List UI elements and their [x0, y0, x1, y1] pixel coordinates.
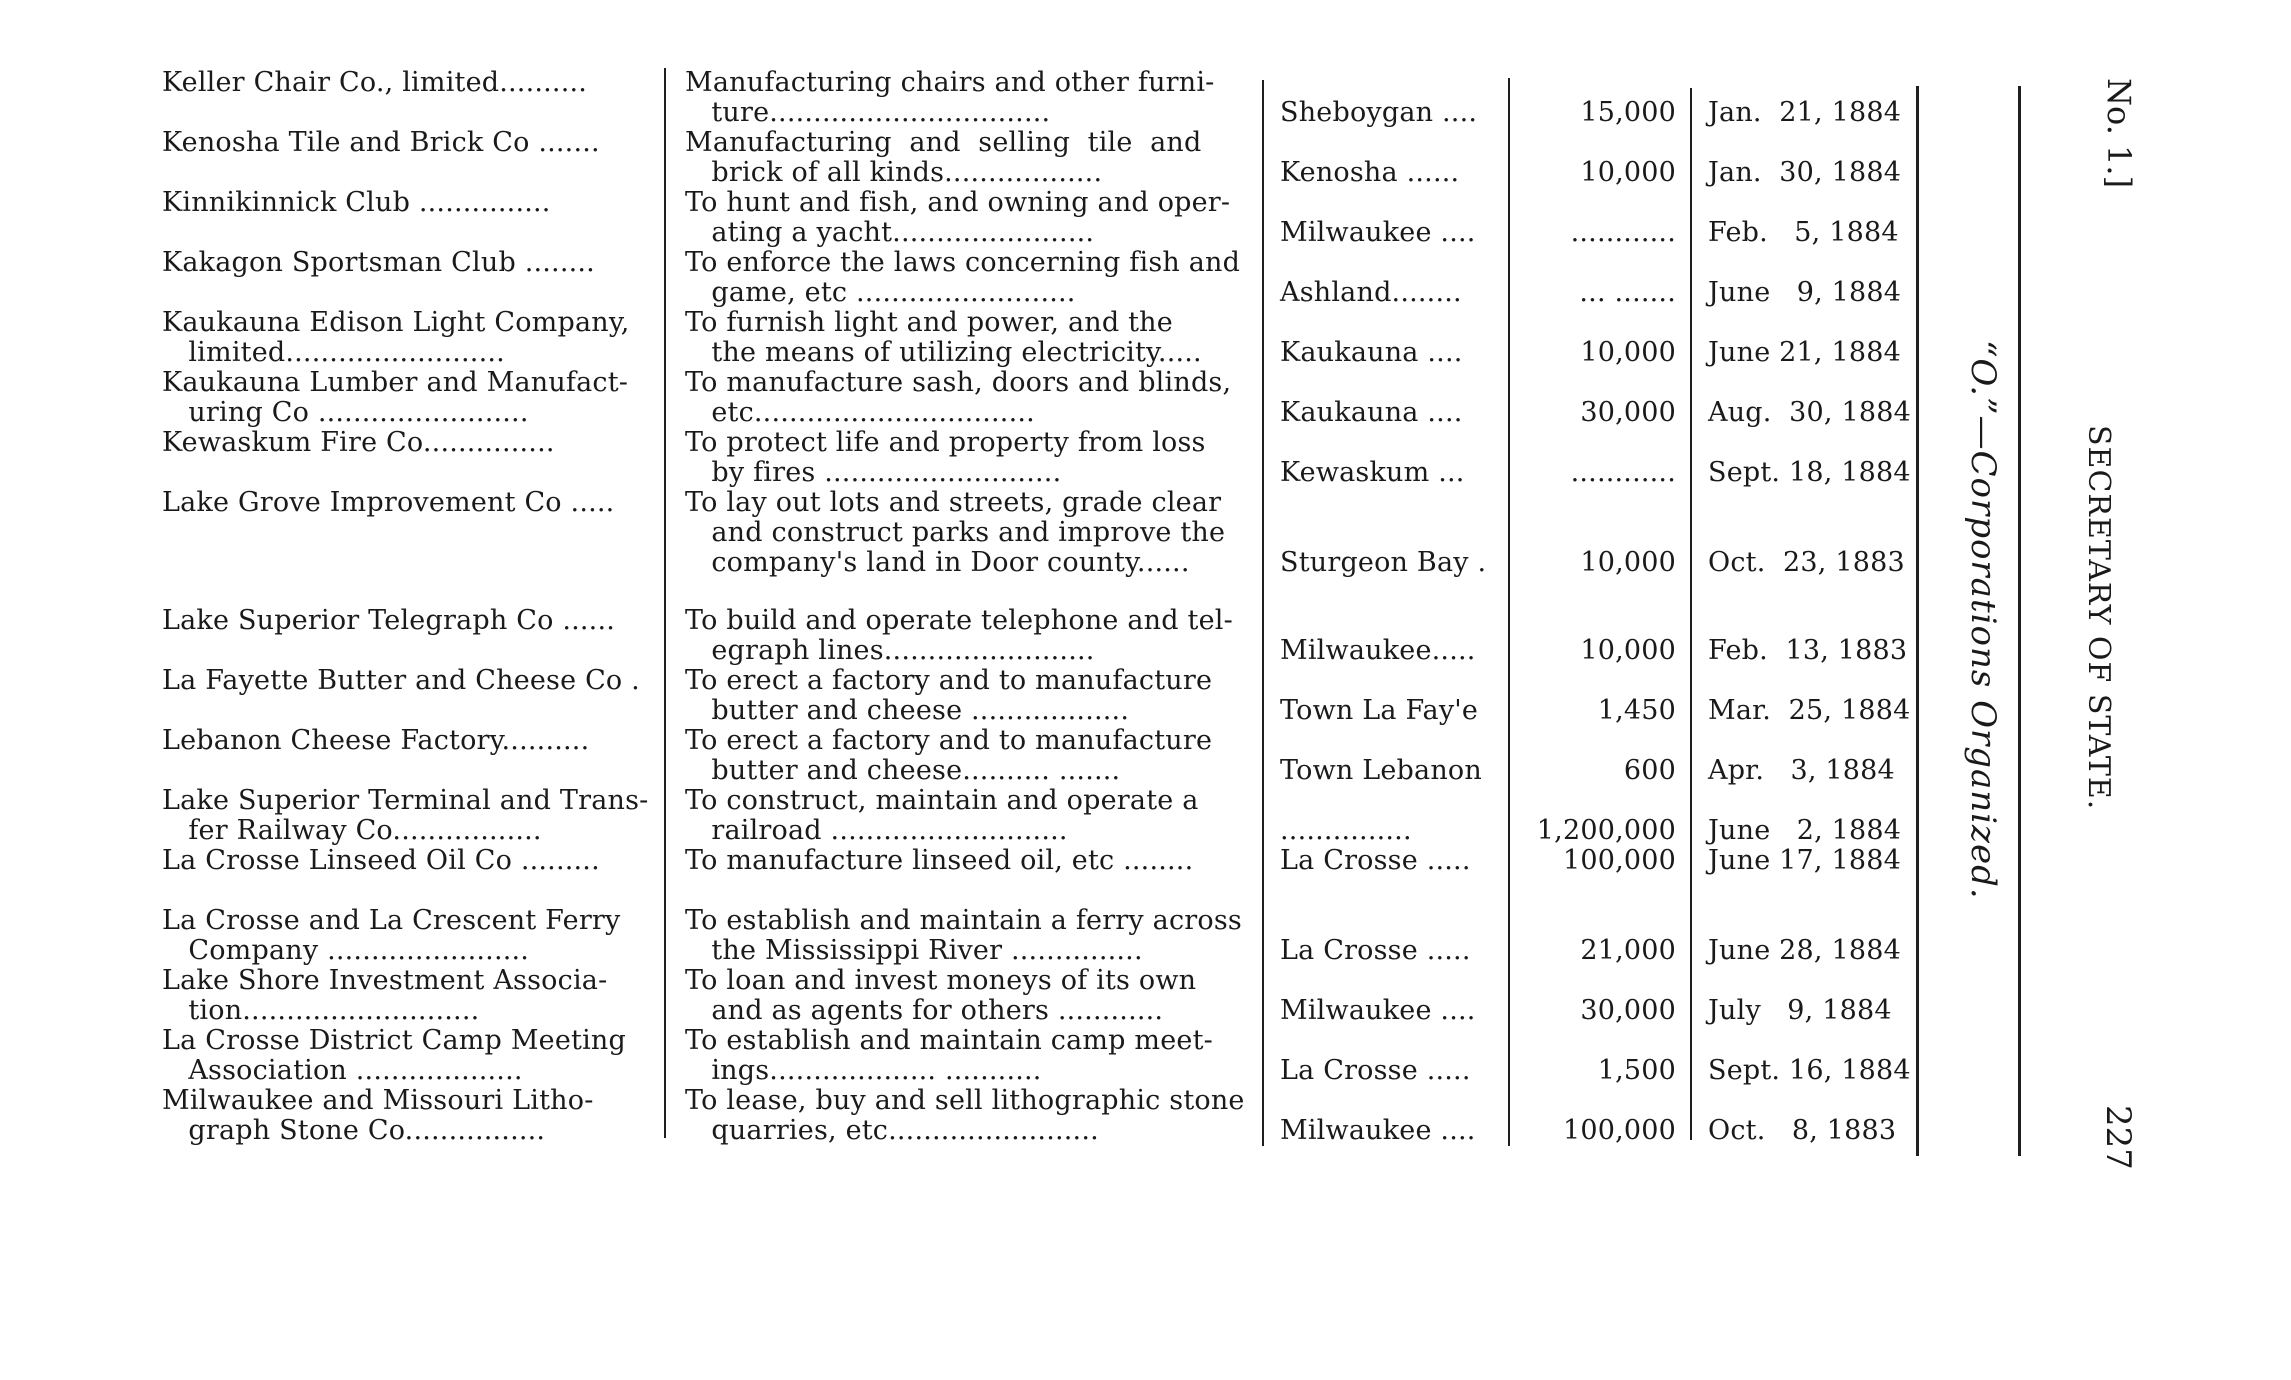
date-organized: Oct. 8, 1883 [1708, 1115, 1897, 1146]
location: Milwaukee .... [1280, 995, 1476, 1026]
location: La Crosse ..... [1280, 845, 1471, 876]
date-organized: Mar. 25, 1884 [1708, 695, 1911, 726]
corporation-purpose: To loan and invest moneys of its own [685, 965, 1197, 996]
capital-stock: 30,000 [1580, 397, 1676, 428]
location: Town La Fay'e [1280, 695, 1479, 726]
location: Town Lebanon [1280, 755, 1482, 786]
location: Milwaukee..... [1280, 635, 1476, 666]
corporation-name: Company ....................... [162, 935, 530, 966]
corporation-purpose: ings................... ........... [685, 1055, 1042, 1086]
corporation-purpose: ture................................ [685, 97, 1051, 128]
corporation-name: Lake Superior Terminal and Trans- [162, 785, 649, 816]
corporation-purpose: To build and operate telephone and tel- [685, 605, 1233, 636]
capital-stock: 100,000 [1562, 845, 1676, 876]
date-organized: Apr. 3, 1884 [1708, 755, 1895, 786]
location: Kaukauna .... [1280, 397, 1463, 428]
date-organized: Sept. 18, 1884 [1708, 457, 1911, 488]
capital-stock: 100,000 [1562, 1115, 1676, 1146]
corporation-name: Kaukauna Edison Light Company, [162, 307, 630, 338]
corporation-name: Kakagon Sportsman Club ........ [162, 247, 595, 278]
corporation-purpose: etc................................ [685, 397, 1035, 428]
running-title: SECRETARY OF STATE. [2081, 425, 2116, 811]
corporation-purpose: To manufacture sash, doors and blinds, [685, 367, 1232, 398]
corporation-purpose: To lay out lots and streets, grade clear [685, 487, 1222, 518]
date-organized: Jan. 21, 1884 [1708, 97, 1902, 128]
corporation-name: Lake Superior Telegraph Co ...... [162, 605, 616, 636]
capital-stock: 10,000 [1580, 635, 1676, 666]
corporation-purpose: company's land in Door county...... [685, 547, 1190, 578]
corporation-name: La Crosse Linseed Oil Co ......... [162, 845, 600, 876]
corporation-purpose: To construct, maintain and operate a [685, 785, 1199, 816]
corporation-name: Lake Grove Improvement Co ..... [162, 487, 615, 518]
corporation-name: graph Stone Co................ [162, 1115, 546, 1146]
corporation-purpose: butter and cheese.......... ....... [685, 755, 1121, 786]
corporation-purpose: To manufacture linseed oil, etc ........ [685, 845, 1194, 876]
corporation-purpose: Manufacturing chairs and other furni- [685, 67, 1215, 98]
corporation-purpose: and as agents for others ............ [685, 995, 1164, 1026]
date-organized: Jan. 30, 1884 [1708, 157, 1902, 188]
location: La Crosse ..... [1280, 1055, 1471, 1086]
corporation-purpose: To erect a factory and to manufacture [685, 665, 1213, 696]
capital-stock: 10,000 [1580, 157, 1676, 188]
corporation-purpose: egraph lines........................ [685, 635, 1095, 666]
corporation-purpose: To hunt and fish, and owning and oper- [685, 187, 1231, 218]
corporation-purpose: railroad ........................... [685, 815, 1068, 846]
location: Kaukauna .... [1280, 337, 1463, 368]
date-organized: Sept. 16, 1884 [1708, 1055, 1911, 1086]
section-title: “O.”—Corporations Organized. [1963, 340, 2003, 900]
location: Kewaskum ... [1280, 457, 1465, 488]
corporation-purpose: Manufacturing and selling tile and [685, 127, 1202, 158]
location: Ashland........ [1280, 277, 1462, 308]
date-organized: June 17, 1884 [1708, 845, 1901, 876]
capital-stock: ............ [1570, 457, 1676, 488]
corporation-purpose: quarries, etc........................ [685, 1115, 1099, 1146]
date-organized: June 2, 1884 [1708, 815, 1902, 846]
date-organized: July 9, 1884 [1708, 995, 1892, 1026]
corporation-name: Milwaukee and Missouri Litho- [162, 1085, 594, 1116]
corporation-name: tion........................... [162, 995, 480, 1026]
location: Kenosha ...... [1280, 157, 1460, 188]
capital-stock: 15,000 [1580, 97, 1676, 128]
capital-stock: 10,000 [1580, 547, 1676, 578]
capital-stock: 1,450 [1597, 695, 1676, 726]
corporation-name: La Fayette Butter and Cheese Co . [162, 665, 640, 696]
corporation-purpose: To enforce the laws concerning fish and [685, 247, 1241, 278]
corporation-name: uring Co ........................ [162, 397, 529, 428]
capital-stock: ... ....... [1579, 277, 1676, 308]
page-number: 227 [2098, 1105, 2138, 1170]
location: La Crosse ..... [1280, 935, 1471, 966]
corporation-purpose: butter and cheese .................. [685, 695, 1130, 726]
corporation-name: La Crosse and La Crescent Ferry [162, 905, 621, 936]
corporation-purpose: brick of all kinds.................. [685, 157, 1103, 188]
date-organized: Feb. 5, 1884 [1708, 217, 1899, 248]
corporation-name: Lebanon Cheese Factory.......... [162, 725, 590, 756]
corporation-purpose: To furnish light and power, and the [685, 307, 1173, 338]
date-organized: June 28, 1884 [1708, 935, 1901, 966]
header-rule-2 [2018, 86, 2021, 1156]
page-reference: No. 1.] [2100, 78, 2138, 189]
corporation-purpose: ating a yacht....................... [685, 217, 1095, 248]
capital-stock: 10,000 [1580, 337, 1676, 368]
location: ............... [1280, 815, 1412, 846]
date-organized: June 9, 1884 [1708, 277, 1902, 308]
corporation-purpose: To lease, buy and sell lithographic stone [685, 1085, 1245, 1116]
corporation-name: Keller Chair Co., limited.......... [162, 67, 588, 98]
corporation-name: Kenosha Tile and Brick Co ....... [162, 127, 600, 158]
column-rule-2 [1262, 80, 1264, 1146]
date-organized: Feb. 13, 1883 [1708, 635, 1908, 666]
corporation-purpose: and construct parks and improve the [685, 517, 1226, 548]
corporation-name: Kinnikinnick Club ............... [162, 187, 551, 218]
capital-stock: 1,200,000 [1536, 815, 1676, 846]
corporation-name: La Crosse District Camp Meeting [162, 1025, 626, 1056]
corporation-name: fer Railway Co................. [162, 815, 542, 846]
corporation-purpose: the means of utilizing electricity..... [685, 337, 1202, 368]
date-organized: Aug. 30, 1884 [1708, 397, 1911, 428]
corporation-purpose: To establish and maintain a ferry across [685, 905, 1242, 936]
corporation-name: limited......................... [162, 337, 505, 368]
header-rule-1 [1916, 86, 1919, 1156]
capital-stock: 21,000 [1580, 935, 1676, 966]
column-rule-1 [664, 68, 666, 1138]
column-rule-3 [1508, 78, 1510, 1146]
location: Sheboygan .... [1280, 97, 1478, 128]
corporation-purpose: game, etc ......................... [685, 277, 1076, 308]
corporation-name: Kewaskum Fire Co............... [162, 427, 555, 458]
corporation-name: Kaukauna Lumber and Manufact- [162, 367, 629, 398]
location: Sturgeon Bay . [1280, 547, 1487, 578]
capital-stock: 600 [1623, 755, 1676, 786]
location: Milwaukee .... [1280, 1115, 1476, 1146]
capital-stock: ............ [1570, 217, 1676, 248]
corporation-purpose: To establish and maintain camp meet- [685, 1025, 1213, 1056]
corporation-name: Lake Shore Investment Associa- [162, 965, 608, 996]
corporation-purpose: the Mississippi River ............... [685, 935, 1143, 966]
corporation-purpose: To erect a factory and to manufacture [685, 725, 1213, 756]
location: Milwaukee .... [1280, 217, 1476, 248]
corporation-name: Association ................... [162, 1055, 523, 1086]
capital-stock: 1,500 [1597, 1055, 1676, 1086]
corporation-purpose: To protect life and property from loss [685, 427, 1206, 458]
capital-stock: 30,000 [1580, 995, 1676, 1026]
column-rule-4 [1690, 88, 1692, 1140]
date-organized: June 21, 1884 [1708, 337, 1901, 368]
corporation-purpose: by fires ........................... [685, 457, 1062, 488]
date-organized: Oct. 23, 1883 [1708, 547, 1905, 578]
